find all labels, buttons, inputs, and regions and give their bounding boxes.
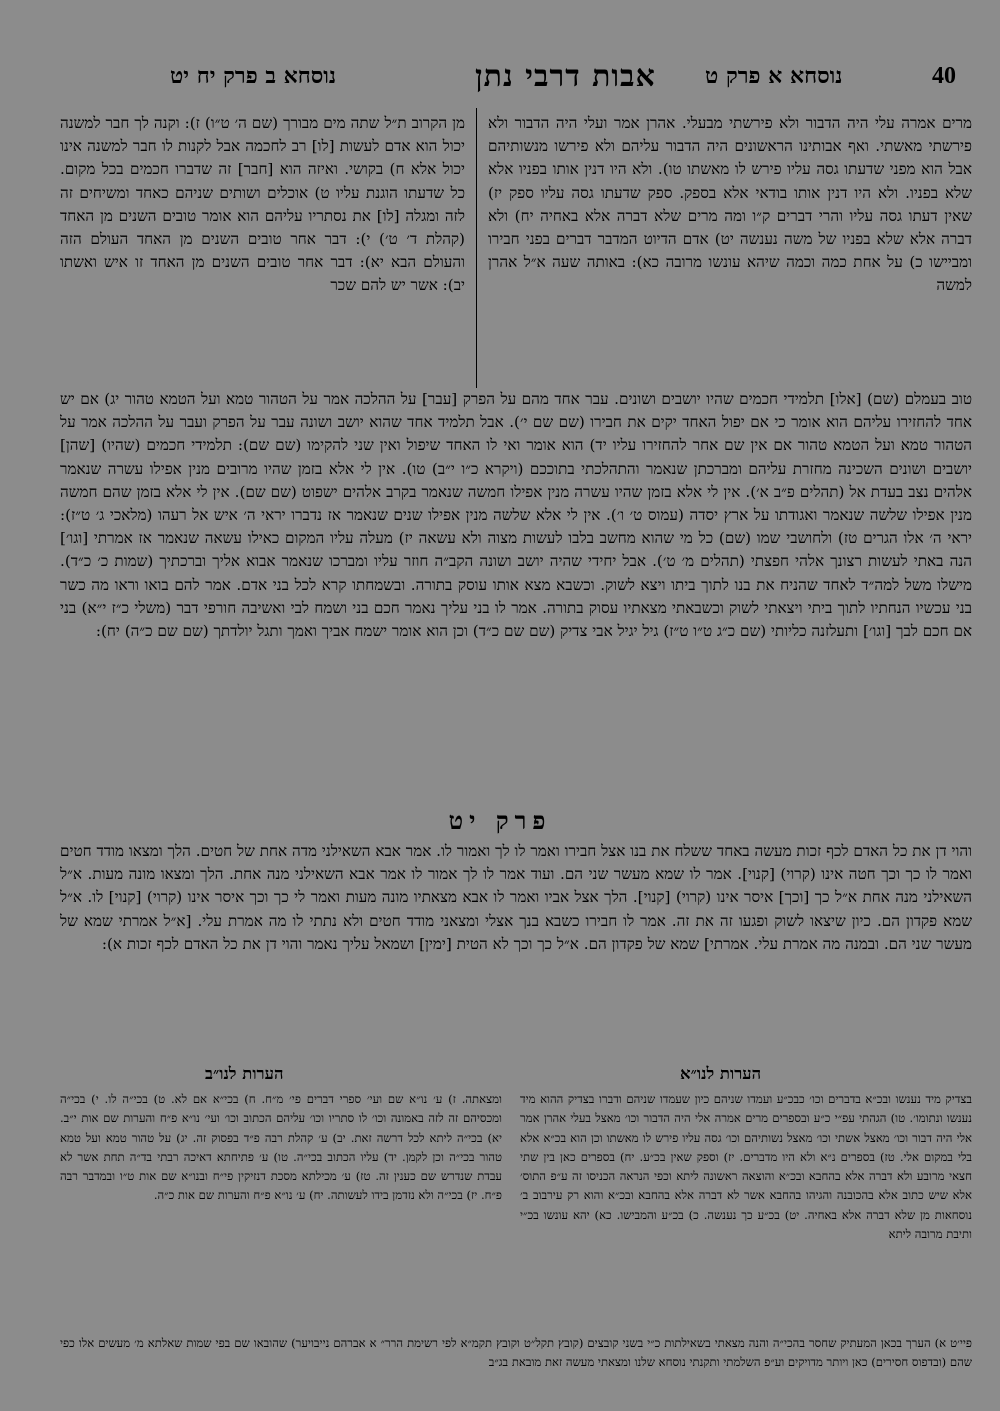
book-title: אבות דרבי נתן: [475, 58, 656, 94]
left-running-title: נוסחא ב פרק יח יט: [170, 63, 337, 89]
left-text-column: מן הקרוב ת״ל שתה מים מבורך (שם ה׳ ט״ו) ז): וקנה לך חבר למשנה יכול הוא אדם לעשות [לו] רב לחכמה אבל לקנות לו חבר למשנה אינו יכול אלא ח) בקושי. ואיזה הוא [חבר] זה שדברו חכמים בכל מקום. כל שדעתו הוגנת עליו ט) אוכלים ושותים שניהם כאחד ומשיחים זה לזה ומגלה [לו] את נסתריו עליהם הוא אומר טובים השנים מן האחד (קהלת ד׳ ט׳) י): דבר אחר טובים השנים מן האחד העולם הזה והעולם הבא יא): דבר אחר טובים השנים מן האחד זו איש ואשתו יב): אשר יש להם שכר: [60, 114, 465, 295]
column-divider: [476, 108, 477, 388]
chapter-text-block: והוי דן את כל האדם לכף זכות מעשה באחד ששלח את בנו אצל חבירו ואמר לו לך ואמור לו. אמר אבא השאילני מדה אחת של חטים. הלך ומצאו מודד חטים ואמר לו כך וכך חטה אינו (קרוי) [קנוי]. אמר לו שמא מעשר שני הם. ועוד אמר לו לך אמור לו אמר אבא השאילני מנה אחת. הלך ומצאו מונה מעות. א״ל השאילני מנה אחת א״ל כך [וכך] איסר אינו (קרוי) [קנוי]. הלך אצל אביו ואמר לו אבא מצאתיו מונה מעות ואמר לי כך וכך איסר אינו (קרוי) [קנוי] לו. א״ל שמא פקדון הם. כיון שיצאו לשוק ופגעו זה את זה. אמר לו חבירו כשבא בנך אצלי ומצאני מודד חטים ולא נתתי לו מה אמרת עלי. [א״ל אמרתי שמא של מעשר שני הם. ובמנה מה אמרת עלי. אמרתי] שמא של פקדון הם. א״ל כך וכך לא הטית [ימין] ושמאל עליך נאמר והוי דן את כל האדם לכף זכות א):: [60, 842, 972, 953]
chapter-heading: פרק יט: [448, 806, 552, 835]
running-header: [60, 56, 972, 96]
notes-b-text: ומצאתה. ז) ע׳ נו״א שם ועי׳ ספרי דברים פי׳ מ״ח. ח) בכי״א אם לא. ט) בכי״ה לו. י) בכי״ה ומכסיהם זה לזה באמונה וכו׳ לו סתריו וכו׳ עליהם הכתוב וכו׳ ועי׳ נו״א פ״ח והערות שם אות י״ב. יא) בכי״ה ליתא לכל דרשה זאת. יב) ע׳ קהלת רבה פ״ד בפסוק זה. יג) על טהור טמא ועל טמא טהור בכי״ה וכן לקמן. יד) עליו הכתוב בכי״ה. טו) ע׳ פתיחתא דאיכה רבתי בד״ה תחת אשר לא עבדת שנדרש שם כענין זה. טז) ע׳ מכילתא מסכת דנזיקין פי״ח ובנו״א שם אות ט״ו ובמדבר רבה פ״ח. יז) בכי״ה ולא נזדמן בידו לעשותה. יח) ע׳ נו״א פ״ח והערות שם אות כ״ה.: [60, 1092, 502, 1203]
notes-a-heading: הערות לנו״א: [680, 1064, 762, 1083]
chapter-footnote: פיי׳ט א) הערך בכאן המעתיק שחסר בהכי״ה והנה מצאתי בשאילתות כ״י בשני קובצים (קובץ תקל״ט וקובץ תקמ״א לפי רשימת הרר״ א אברהם נייבויער) שהובאו שם בפי שמות שאלתא מ׳ מעשים אלו כפי שהם (ובדפוס חסירים) כאן ויותר מדויקים וע״פ השלמתי ותקנתי נוסחא שלנו ומצאתי מעשה זאת מובאת בג״ב: [60, 1336, 972, 1370]
right-running-title: נוסחא א פרק ט: [705, 63, 843, 89]
main-text-block: טוב בעמלם (שם) [אלו] תלמידי חכמים שהיו יושבים ושונים. עבר אחד מהם על הפרק [עבר] על ההלכה אמר על הטהור טמא ועל הטמא טהור יג) אם יש אחד להחזירו עליהם הוא אומר כי אם יפול האחד יקים את חבירו (שם שם י׳). אבל תלמיד אחד שהוא יושב ושונה עבר על הפרק ועבר על ההלכה אמר על הטהור טמא ועל הטמא טהור אם אין שם אחר להחזירו עליו יד) הוא אומר ואי לו האחד שיפול ואין שני להקימו (שם שם): תלמידי חכמים (שהיו) [שהן] יושבים ושונים השכינה מחזרת עליהם ומברכתן שנאמר והתהלכתי בתוככם (ויקרא כ״ו י״ב) טו). אין לי אלא בזמן שהיו מרובים מנין אפילו עשרה שנאמר אלהים נצב בעדת אל (תהלים פ״ב א׳). אין לי אלא בזמן שהיו עשרה מנין אפילו חמשה שנאמר בקרב אלהים ישפוט (שם שם). אין לי אלא בזמן שהם חמשה מנין אפילו שלשה שנאמר ואגודתו על ארץ יסדה (עמוס ט׳ ו׳). אין לי אלא שלשה מנין אפילו שנים שנאמר אז נדברו יראי ה׳ איש אל רעהו (מלאכי ג׳ ט״ז): יראי ה׳ אלו הגרים טז) ולחושבי שמו (שם) כל מי שהוא מחשב בלבו לעשות מצוה ולא עשאה יז) מעלה עליו המקום כאילו עשאה שנאמר אז אמרתי [וגו׳] הנה באתי לעשות רצונך אלהי חפצתי (תהלים מ׳ ט׳). אבל יחידי שהיה יושב ושונה הקב״ה חוזר עליו ומברכו שנאמר אבוא אליך וברכתיך (שמות כ׳ כ״ד). מישלו משל למה״ד לאחד שהניח את בנו לתוך ביתו ויצא לשוק. וכשבא מצא אותו עוסק בתורה. ובשמחתו קרא לכל בני אדם. אמר להם בואו וראו מה כשר בני עכשיו הנחתיו לתוך ביתי ויצאתי לשוק וכשבאתי מצאתיו עסוק בתורה. אמר לו בני עליך נאמר חכם בני ושמח לבי ואשיבה חורפי דבר (משלי כ״ז י״א) בני אם חכם לבך [וגו׳] ותעלזנה כליותי (שם כ״ג ט״ו ט״ז) גיל יגיל אבי צדיק (שם שם כ״ד) וכן הוא אומר ישמח אביך ואמך ותגל יולדתך (שם שם כ״ה) יח):: [60, 390, 972, 641]
notes-b-heading: הערות לנו״ב: [205, 1064, 284, 1083]
right-text-column: מרים אמרה עלי היה הדבור ולא פירשתי מבעלי. אהרן אמר ועלי היה הדבור ולא פירשתי מאשתי. ואף אבותינו הראשונים היה הדבור עליהם ולא פירשו מנשותיהם אבל הוא מפני שדעתו גסה עליו פירש לו מאשתו טו). ולא היו דנין אותו בפניו אלא שלא בפניו. ולא היו דנין אותו בודאי אלא בספק. ספק שדעתו גסה עליו ספק יז) שאין דעתו גסה עליו והרי דברים ק״ו ומה מרים שלא דברה אלא באחיה יח) ולא דברה אלא שלא בפניו של משה נענשה יט) אדם הדיוט המדבר דברים בפני חבירו ומביישו כ) על אחת כמה וכמה שיהא עונשו מרובה כא): באותה שעה א״ל אהרן למשה: [488, 114, 972, 295]
page-number: 40: [932, 62, 956, 89]
notes-a-text: בצדיק מיד נענשו ובכ״א בדברים וכו׳ כבכ״ע ועמדו שניהם כיון שעמדו שניהם ודברו בצדיק ההוא מיד נענשו ונתומו׳. טו) הגהתי עפ״י כ״ע ובספרים מרים אמרה אלי היה הדבור וכו׳ מאצל בעלי אהרן אמר אלי היה דבור וכו׳ מאצל אשתי וכו׳ מאצל נשותיהם וכו׳ גסה עליו פירש לו מאשתו וכן הוא בכ״א אלא בלי במקום אלי. טז) בספרים נ״א ולא היו מדברים. יז) וספק שאין בכ״ע. יח) בספרים כאן בין שתי חצאי מרובע ולא דברה אלא בהחבא ובכ״א והוצאה ראשונה ליתא וכפי הנראה הכניסו זה ע״פ התוס׳ אלא שיש כתוב אלא בהכובנה והגיהו בהחבא אשר לא דברה אלא בהחבא ובכ״א והוא רק עירבוב ב׳ נוסחאות מן שלא דברה אלא באחיה. יט) בכ״ע כך נענשה. כ) בכ״ע והמבישו. כא) יהא עונשו בכ״י ותיבת מרובה ליתא: [520, 1092, 972, 1242]
